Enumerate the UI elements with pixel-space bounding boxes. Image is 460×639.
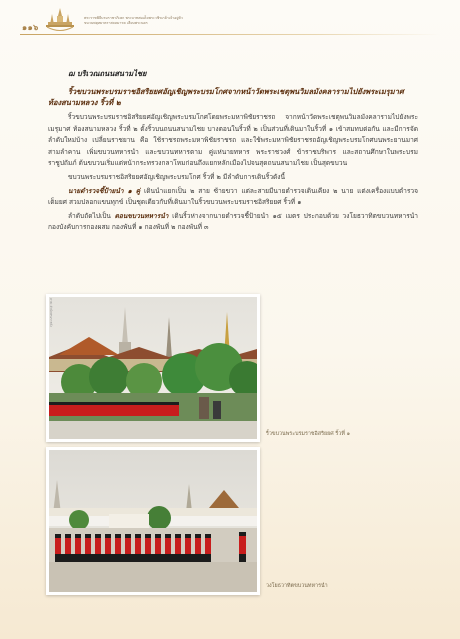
police-escort-text: เดินนำแยกเป็น ๒ สาย ซ้ายขวา แต่ละสายมีนายตำรวจเดินเคียง ๒ นาย แต่งเครื่องแบบตำรวจเต็มยศ สวมปลอกแขนทุกข์ เป็นชุดเดียวกับที่เดินมาในริ้วขบวนพระบรมราชอิสริยยศ ริ้วที่ ๑ <box>48 186 418 207</box>
page-header <box>0 0 460 36</box>
police-escort-lead: นายตำรวจชี้ป้ายนำ ๑ คู่ <box>68 186 141 195</box>
military-order-paragraph <box>48 211 418 234</box>
header-text <box>84 16 284 26</box>
section-title: ฌ บริเวณถนนสนามไชย <box>68 69 147 78</box>
photo-2-caption: วงโยธวาทิตขบวนทหารนำ <box>266 583 328 589</box>
police-escort-paragraph <box>48 186 418 209</box>
article-body <box>48 68 418 236</box>
military-band-image <box>49 450 257 592</box>
royal-crown-emblem-icon <box>44 8 76 34</box>
military-order-prefix: ลำดับถัดไปเป็น <box>68 211 115 220</box>
grand-palace-procession-image <box>49 297 257 439</box>
military-order-lead: ตอนขบวนทหารนำ <box>114 211 169 220</box>
header-line: ขบวนพยุหยาตราสถลมารค เลียบพระนคร <box>84 21 148 25</box>
procession-subheading: ริ้วขบวนพระบรมราชอิสริยยศอัญเชิญพระบรมโกศจากหน้าวัดพระเชตุพนวิมลมังคลารามไปยังพระเมรุมาศ ท้องสนามหลวง ริ้วที่ ๒ <box>48 87 404 107</box>
body-paragraph: ริ้วขบวนพระบรมราชอิสริยยศอัญเชิญพระบรมโกศโดยพระมหาพิชัยราชรถ จากหน้าวัดพระเชตุพนวิมลมังคลารามไปยังพระเมรุมาศ ท้องสนามหลวง ริ้วที่ ๒ ตั้งริ้วบนถนนสนามไชย บางตอนในริ้วที่ ๒ เป็นส่วนที่เดินมาในริ้วที่ ๑ เข้าสมทบต่อกัน และมีการจัดลำดับใหม่บ้าง เปลี่ยนราชยาน คือ ใช้ราชรถพระมหาพิชัยราชรถ และใช้พระมหาพิชัยราชรถอัญเชิญพระบรมโกศบนพระยานมาศสามลำคาน เพิ่มขบวนทหารนำ และขบวนทหารตาม คู่แห่นายทหาร พระราชวงศ์ ข้าราชบริพาร และสถานศึกษาในพระบรมราชูปถัมภ์ ต้นขบวนเริ่มแต่หน้ากระทรวงกลาโหมก่อนถึงแยกหลักเมืองไปจนสุดถนนสนามไชย เป็นสุดขบวน <box>48 113 418 168</box>
body-paragraph: ขบวนพระบรมราชอิสริยยศอัญเชิญพระบรมโกศ ริ้วที่ ๒ มีลำดับการเดินริ้วดังนี้ <box>68 172 286 181</box>
procession-photo-1 <box>46 294 260 442</box>
photo-credit: ภาพ: สำนักพระราชวัง <box>49 298 53 327</box>
header-line: พระราชพิธีบรมราชาภิเษก พระบาทสมเด็จพระวชิรเกล้าเจ้าอยู่หัว <box>84 16 183 20</box>
military-order-text: เดินริ้วห่างจากนายตำรวจชี้ป้ายนำ ๑๕ เมตร ประกอบด้วย วงโยธวาทิตขบวนทหารนำ กองบังคับการกองผสม กองพันที่ ๑ กองพันที่ ๒ กองพันที่ ๓ <box>48 211 418 232</box>
photo-1-caption: ริ้วขบวนพระบรมราชอิสริยยศ ริ้วที่ ๑ <box>266 431 351 437</box>
procession-photo-2 <box>46 447 260 595</box>
header-divider <box>20 34 440 35</box>
page-number: ๑๑๖ <box>22 23 39 32</box>
